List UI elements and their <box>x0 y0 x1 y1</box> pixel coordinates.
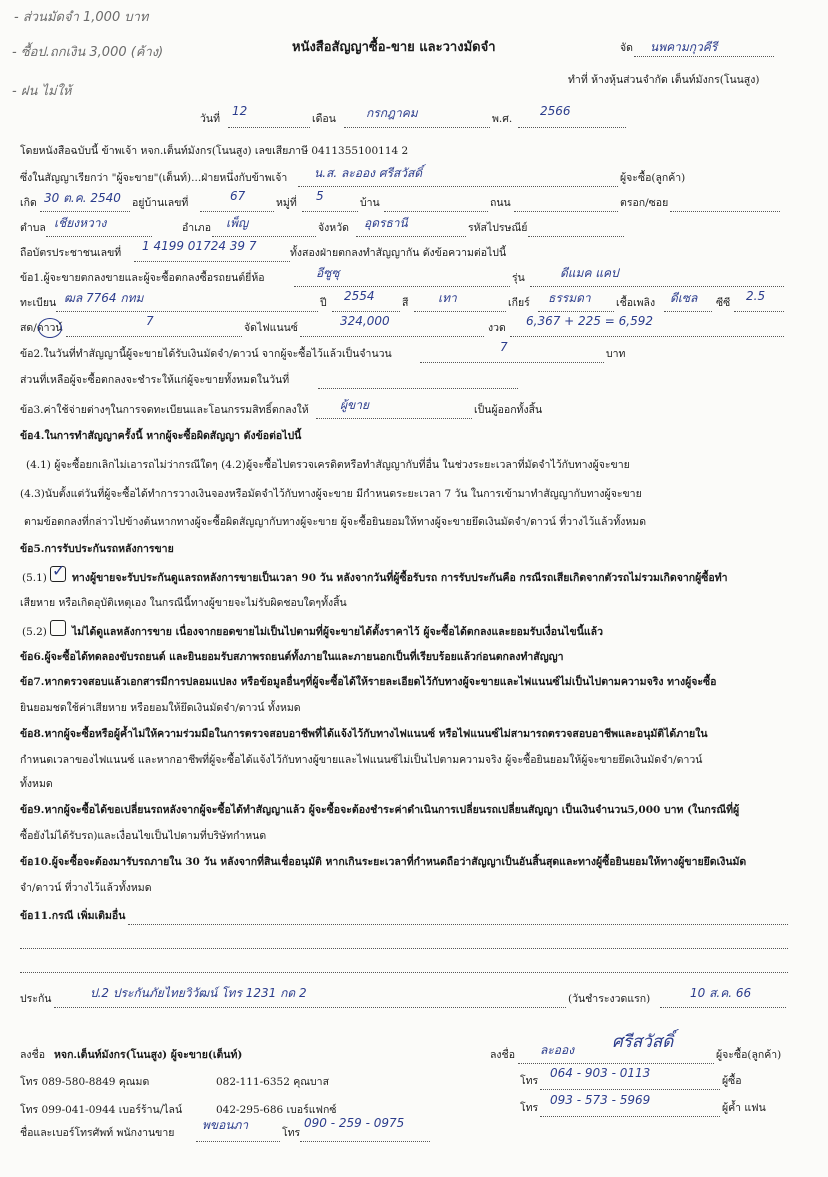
clause5-2-label: (5.2) <box>22 626 47 638</box>
salesperson-tel: 090 - 259 - 0975 <box>304 1116 405 1130</box>
province-label: จัด <box>620 42 633 54</box>
clause4-title: ข้อ4.ในการทำสัญญาครั้งนี้ หากผู้จะซื้อผิดสัญญา ดังข้อต่อไปนี้ <box>20 430 302 442</box>
clause10: ข้อ10.ผู้จะซื้อจะต้องมารับรถภายใน 30 วัน หลังจากที่สินเชื่ออนุมัติ หากเกินระยะเวลาที่กำหนดถือว่าสัญญาเป็นอันสิ้นสุดและทางผู้ซื้อยินยอมให้ทางผู้ขายยึดเงินมัด <box>20 856 747 868</box>
reg-value: ฒล 7764 กทม <box>64 291 144 305</box>
clause2-value: 7 <box>500 340 508 354</box>
buyer-sign-name: ละออง <box>540 1043 575 1057</box>
handwritten-note-2: - ซื้อป.ถกเงิน 3,000 (ค้าง) <box>12 45 164 60</box>
gear-value: ธรรมดา <box>548 291 591 305</box>
road-label: ถนน <box>490 197 511 209</box>
amphoe-label: อำเภอ <box>182 222 212 234</box>
model-value: ดีแมค แคป <box>560 266 619 280</box>
tambon-label: ตำบล <box>20 222 46 234</box>
clause3-value: ผู้ขาย <box>340 398 370 412</box>
id-suffix: ทั้งสองฝ่ายตกลงทำสัญญากัน ดังข้อความต่อไปนี้ <box>290 247 507 259</box>
salesperson-name: พขอนภา <box>202 1118 249 1132</box>
clause9: ข้อ9.หากผู้จะซื้อได้ขอเปลี่ยนรถหลังจากผู้จะซื้อได้ทำสัญญาแล้ว ผู้จะซื้อจะต้องชำระค่าดำเนินการเปลี่ยนรถเปลี่ยนสัญญา เป็นเงินจำนวน5,000 บาท (ในกรณีที่ผู้ <box>20 804 740 816</box>
fuel-value: ดีเซล <box>670 291 698 305</box>
installment-label: งวด <box>488 322 506 334</box>
phone-2: 082-111-6352 คุณบาส <box>216 1076 329 1088</box>
tambon-value: เชียงหวาง <box>54 216 107 230</box>
moo-value: 5 <box>316 189 324 203</box>
seller-prefix: ซึ่งในสัญญาเรียกว่า "ผู้จะขาย"(เต็นท์)...ฝ่ายหนึ่งกับข้าพเจ้า <box>20 172 288 184</box>
fuel-label: เชื้อเพลิง <box>616 297 656 309</box>
clause1-label: ข้อ1.ผู้จะขายตกลงขายและผู้จะซื้อตกลงซื้อรถยนต์ยี่ห้อ <box>20 272 265 284</box>
clause5-1-label: (5.1) <box>22 572 47 584</box>
clause2-line2: ส่วนที่เหลือผู้จะซื้อตกลงจะชำระให้แก่ผู้จะขายทั้งหมดในวันที่ <box>20 374 290 386</box>
buyer-tel-1: 064 - 903 - 0113 <box>550 1066 651 1080</box>
clause5-title: ข้อ5.การรับประกันรถหลังการขาย <box>20 543 174 555</box>
clause3-text: ข้อ3.ค่าใช้จ่ายต่างๆในการจดทะเบียนและโอนกรรมสิทธิ์ตกลงให้ <box>20 404 309 416</box>
phone-1: โทร 089-580-8849 คุณมด <box>20 1076 150 1088</box>
clause5-1: ทางผู้ขายจะรับประกันดูแลรถหลังการขายเป็นเวลา 90 วัน หลังจากวันที่ผู้ซื้อรับรถ การรับประกันคือ กรณีรถเสียเกิดจากตัวรถไม่รวมเกิดจากผู้ซื้อทำ <box>72 572 728 584</box>
color-value: เทา <box>438 291 457 305</box>
handwritten-note-1: - ส่วนมัดจำ 1,000 บาท <box>14 10 149 25</box>
finance-label: จัดไฟแนนซ์ <box>244 322 298 334</box>
phone-4: 042-295-686 เบอร์แฟกซ์ <box>216 1104 337 1116</box>
soi-label: ตรอก/ซอย <box>620 197 669 209</box>
id-value: 1 4199 01724 39 7 <box>142 239 257 253</box>
first-pay-label: (วันชำระงวดแรก) <box>568 993 651 1005</box>
buyer-sign-role: ผู้จะซื้อ(ลูกค้า) <box>716 1049 782 1061</box>
id-label: ถือบัตรประชาชนเลขที่ <box>20 247 122 259</box>
finance-value: 324,000 <box>340 314 390 328</box>
postal-label: รหัสไปรษณีย์ <box>468 222 528 234</box>
seller-sign-text: หจก.เต็นท์มังกร(โนนสูง) ผู้จะขาย(เต็นท์) <box>54 1049 243 1061</box>
village-label: บ้าน <box>360 197 380 209</box>
province-field-label: จังหวัด <box>318 222 349 234</box>
day-label: วันที่ <box>200 113 220 125</box>
clause3-suffix: เป็นผู้ออกทั้งสิ้น <box>474 404 543 416</box>
month-label: เดือน <box>312 113 336 125</box>
address-no: 67 <box>230 189 246 203</box>
brand-value: อีซูซุ <box>316 266 340 280</box>
salesperson-label: ชื่อและเบอร์โทรศัพท์ พนักงานขาย <box>20 1127 175 1139</box>
first-pay-value: 10 ส.ค. 66 <box>690 986 752 1000</box>
down-value: 7 <box>146 314 154 328</box>
buyer-signature: ศรีสวัสดิ์ <box>612 1032 674 1052</box>
seller-sign-label: ลงชื่อ <box>20 1049 45 1061</box>
buyer-tel-label-1: โทร <box>520 1075 539 1087</box>
buyer-tel-2-role: ผู้ค้ำ แฟน <box>722 1102 766 1114</box>
buyer-tel-1-role: ผู้ซื้อ <box>722 1075 742 1087</box>
intro-text: โดยหนังสือฉบับนี้ ข้าพเจ้า หจก.เต็นท์มังกร(โนนสูง) เลขเสียภาษี 0411355100114 2 <box>20 145 409 157</box>
color-label: สี <box>402 297 409 309</box>
province-value: นพคามกุวคีรี <box>650 40 718 54</box>
checkmark-icon: ✓ <box>52 561 66 580</box>
clause10b: จำ/ดาวน์ ที่วางไว้แล้วทั้งหมด <box>20 882 152 894</box>
clause2-text: ข้อ2.ในวันที่ทำสัญญานี้ผู้จะขายได้รับเงินมัดจำ/ดาวน์ จากผู้จะซื้อไว้แล้วเป็นจำนวน <box>20 348 392 360</box>
down-circle-mark <box>38 318 62 338</box>
moo-label: หมู่ที่ <box>276 197 297 209</box>
gear-label: เกียร์ <box>508 297 530 309</box>
birth-label: เกิด <box>20 197 37 209</box>
cc-label: ซีซี <box>716 297 731 309</box>
clause5-1b: เสียหาย หรือเกิดอุบัติเหตุเอง ในกรณีนี้ทางผู้ขายจะไม่รับผิดชอบใดๆทั้งสิ้น <box>20 597 347 609</box>
buyer-name: น.ส. ละออง ศรีสวัสดิ์ <box>314 166 423 180</box>
salesperson-tel-label: โทร <box>282 1127 301 1139</box>
handwritten-note-3: - ฝน ไม่ให้ <box>12 84 72 99</box>
day-value: 12 <box>232 104 248 118</box>
year-label: พ.ศ. <box>492 113 513 125</box>
clause4-1: (4.1) ผู้จะซื้อยกเลิกไม่เอารถไม่ว่ากรณีใดๆ (4.2)ผู้จะซื้อไปตรวจเครดิตหรือทำสัญญากับที่อื่น ในช่วงระยะเวลาที่มัดจำไว้กับทางผู้จะขาย <box>26 459 630 471</box>
clause5-2: ไม่ได้ดูแลหลังการขาย เนื่องจากยอดขายไม่เป็นไปตามที่ผู้จะขายได้ตั้งราคาไว้ ผู้จะซื้อได้ตกลงและยอมรับเงื่อนไขนี้แล้ว <box>72 626 604 638</box>
clause9b: ซื้อยังไม่ได้รับรถ)และเงื่อนไขเป็นไปตามที่บริษัทกำหนด <box>20 830 267 842</box>
amphoe-value: เพ็ญ <box>226 216 249 230</box>
phone-3: โทร 099-041-0944 เบอร์ร้าน/ไลน์ <box>20 1104 183 1116</box>
place-text: ทำที่ ห้างหุ้นส่วนจำกัด เต็นท์มังกร(โนนสูง) <box>568 74 760 86</box>
document-title: หนังสือสัญญาซื้อ-ขาย และวางมัดจำ <box>292 40 496 55</box>
year-value: 2566 <box>540 104 571 118</box>
clause8: ข้อ8.หากผู้จะซื้อหรือผู้ค้ำไม่ให้ความร่วมมือในการตรวจสอบอาชีพที่ได้แจ้งไว้กับทางไฟแนนซ์ หรือไฟแนนซ์ไม่สามารถตรวจสอบอาชีพและอนุมัติได้ภายใน <box>20 728 708 740</box>
year-field-label: ปี <box>320 297 327 309</box>
clause11: ข้อ11.กรณี เพิ่มเติมอื่น <box>20 910 126 922</box>
month-value: กรกฎาคม <box>366 106 418 120</box>
year-field-value: 2554 <box>344 289 375 303</box>
buyer-tel-2: 093 - 573 - 5969 <box>550 1093 651 1107</box>
buyer-role: ผู้จะซื้อ(ลูกค้า) <box>620 172 686 184</box>
clause4-3: (4.3)นับตั้งแต่วันที่ผู้จะซื้อได้ทำการวางเงินจองหรือมัดจำไว้กับทางผู้จะขาย มีกำหนดระยะเวลา 7 วัน ในการเข้ามาทำสัญญากับทางผู้จะขาย <box>20 488 642 500</box>
clause8c: ทั้งหมด <box>20 778 53 790</box>
no-warranty-checkbox <box>50 620 66 636</box>
clause2-unit: บาท <box>606 348 626 360</box>
birth-value: 30 ต.ค. 2540 <box>44 191 121 205</box>
down-label: สด/ดาวน์ <box>20 322 63 334</box>
reg-label: ทะเบียน <box>20 297 57 309</box>
clause8b: กำหนดเวลาของไฟแนนซ์ และหากอาชีพที่ผู้จะซื้อได้แจ้งไว้กับทางผู้ขายและไฟแนนซ์ไม่เป็นไปตามความจริง ผู้จะซื้อยินยอมให้ผู้จะขายยึดเงินมัดจำ/ดาวน์ <box>20 754 703 766</box>
address-no-label: อยู่บ้านเลขที่ <box>132 197 189 209</box>
clause6: ข้อ6.ผู้จะซื้อได้ทดลองขับรถยนต์ และยินยอมรับสภาพรถยนต์ทั้งภายในและภายนอกเป็นที่เรียบร้อยแล้วก่อนตกลงทำสัญญา <box>20 651 564 663</box>
insurance-value: ป.2 ประกันภัยไทยวิวัฒน์ โทร 1231 กด 2 <box>90 986 307 1000</box>
insurance-label: ประกัน <box>20 993 52 1005</box>
clause4-3b: ตามข้อตกลงที่กล่าวไปข้างต้นหากทางผู้จะซื้อผิดสัญญากับทางผู้จะขาย ผู้จะซื้อยินยอมให้ทางผู้จะขายยึดเงินมัดจำ/ดาวน์ ที่วางไว้แล้วทั้งหมด <box>24 516 647 528</box>
clause7: ข้อ7.หากตรวจสอบแล้วเอกสารมีการปลอมแปลง หรือข้อมูลอื่นๆที่ผู้จะซื้อได้ให้รายละเอียดไว้กับทางผู้จะขายและไฟแนนซ์ไม่เป็นไปตามความจริง ทางผู้จะซื้อ <box>20 676 717 688</box>
installment-value: 6,367 + 225 = 6,592 <box>526 314 653 328</box>
cc-value: 2.5 <box>746 289 766 303</box>
clause7b: ยินยอมชดใช้ค่าเสียหาย หรือยอมให้ยึดเงินมัดจำ/ดาวน์ ทั้งหมด <box>20 702 301 714</box>
buyer-sign-label: ลงชื่อ <box>490 1049 515 1061</box>
province-field-value: อุดรธานี <box>364 216 408 230</box>
buyer-tel-label-2: โทร <box>520 1102 539 1114</box>
model-label: รุ่น <box>512 272 525 284</box>
